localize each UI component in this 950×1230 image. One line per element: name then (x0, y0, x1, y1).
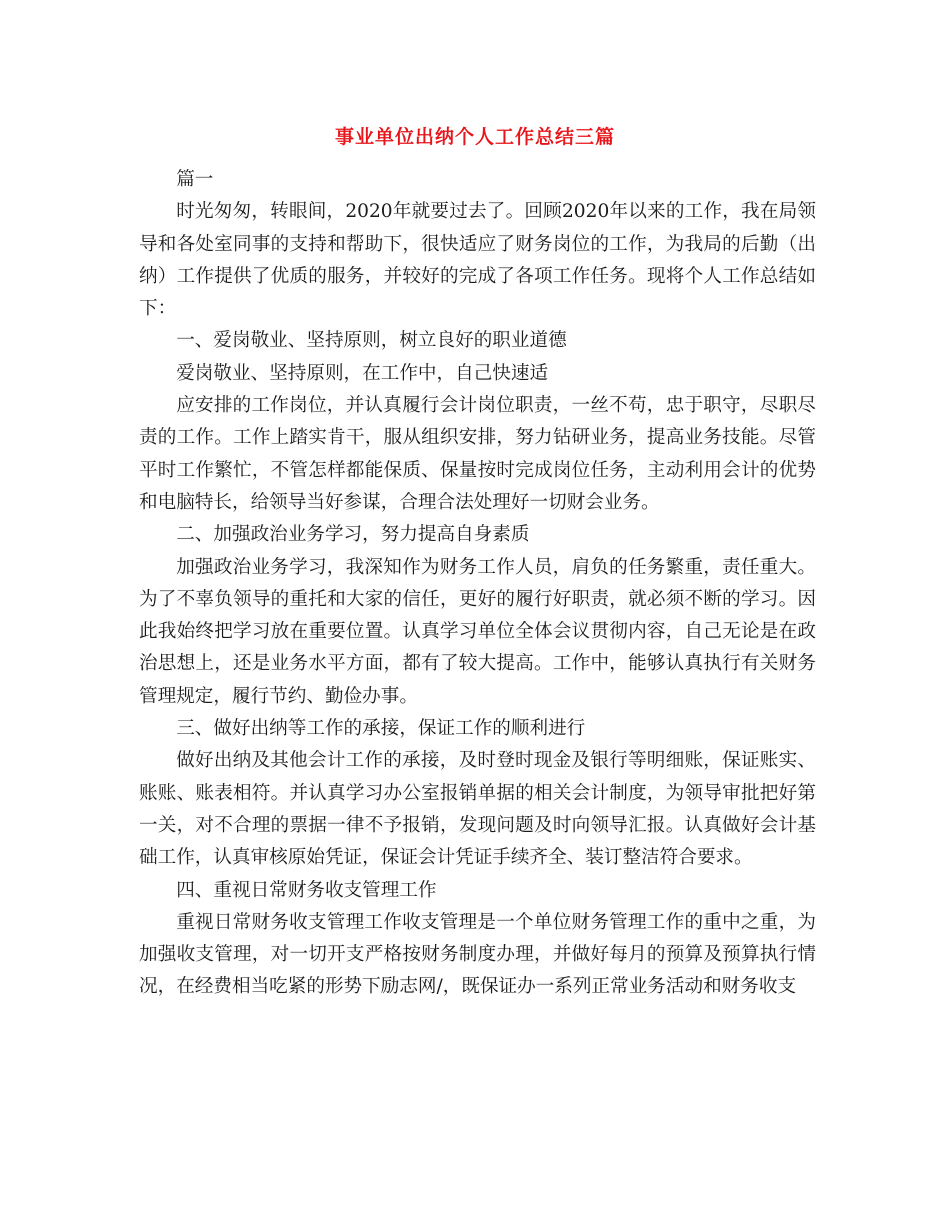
heading-section-2: 二、加强政治业务学习，努力提高自身素质 (176, 524, 530, 546)
heading-section-4: 四、重视日常财务收支管理工作 (176, 879, 437, 901)
heading-section-3: 三、做好出纳等工作的承接，保证工作的顺利进行 (176, 718, 586, 740)
paragraph-intro: 时光匆匆，转眼间，2020年就要过去了。回顾2020年以来的工作，我在局领导和各处室同事的支持和帮助下，很快适应了财务岗位的工作，为我局的后勤（出纳）工作提供了优质的服务，并较好的完成了各项工作任务。现将个人工作总结如下： (139, 201, 816, 320)
section-label-part-one: 篇一 (176, 169, 214, 190)
heading-section-1: 一、爱岗敬业、坚持原则，树立良好的职业道德 (176, 330, 567, 352)
paragraph-section-2-body: 加强政治业务学习，我深知作为财务工作人员，肩负的任务繁重，责任重大。为了不辜负领导的重托和大家的信任，更好的履行好职责，就必须不断的学习。因此我始终把学习放在重要位置。认真学习单位全体会议贯彻内容，自己无论是在政治思想上，还是业务水平方面，都有了较大提高。工作中，能够认真执行有关财务管理规定，履行节约、勤俭办事。 (139, 556, 816, 707)
paragraph-section-1-lead: 爱岗敬业、坚持原则，在工作中，自己快速适 (176, 362, 549, 384)
document-title: 事业单位出纳个人工作总结三篇 (334, 126, 615, 148)
paragraph-section-4-body: 重视日常财务收支管理工作收支管理是一个单位财务管理工作的重中之重，为加强收支管理，对一切开支严格按财务制度办理，并做好每月的预算及预算执行情况，在经费相当吃紧的形势下励志网/，既保证办一系列正常业务活动和财务收支 (139, 911, 816, 998)
document-body (139, 164, 816, 1004)
paragraph-section-3-body: 做好出纳及其他会计工作的承接，及时登时现金及银行等明细账，保证账实、账账、账表相符。并认真学习办公室报销单据的相关会计制度，为领导审批把好第一关，对不合理的票据一律不予报销，发现问题及时向领导汇报。认真做好会计基础工作，认真审核原始凭证，保证会计凭证手续齐全、装订整洁符合要求。 (139, 750, 816, 869)
paragraph-section-1-body: 应安排的工作岗位，并认真履行会计岗位职责，一丝不苟，忠于职守，尽职尽责的工作。工作上踏实肯干，服从组织安排，努力钻研业务，提高业务技能。尽管平时工作繁忙，不管怎样都能保质、保量按时完成岗位任务，主动利用会计的优势和电脑特长，给领导当好参谋，合理合法处理好一切财会业务。 (139, 395, 816, 513)
